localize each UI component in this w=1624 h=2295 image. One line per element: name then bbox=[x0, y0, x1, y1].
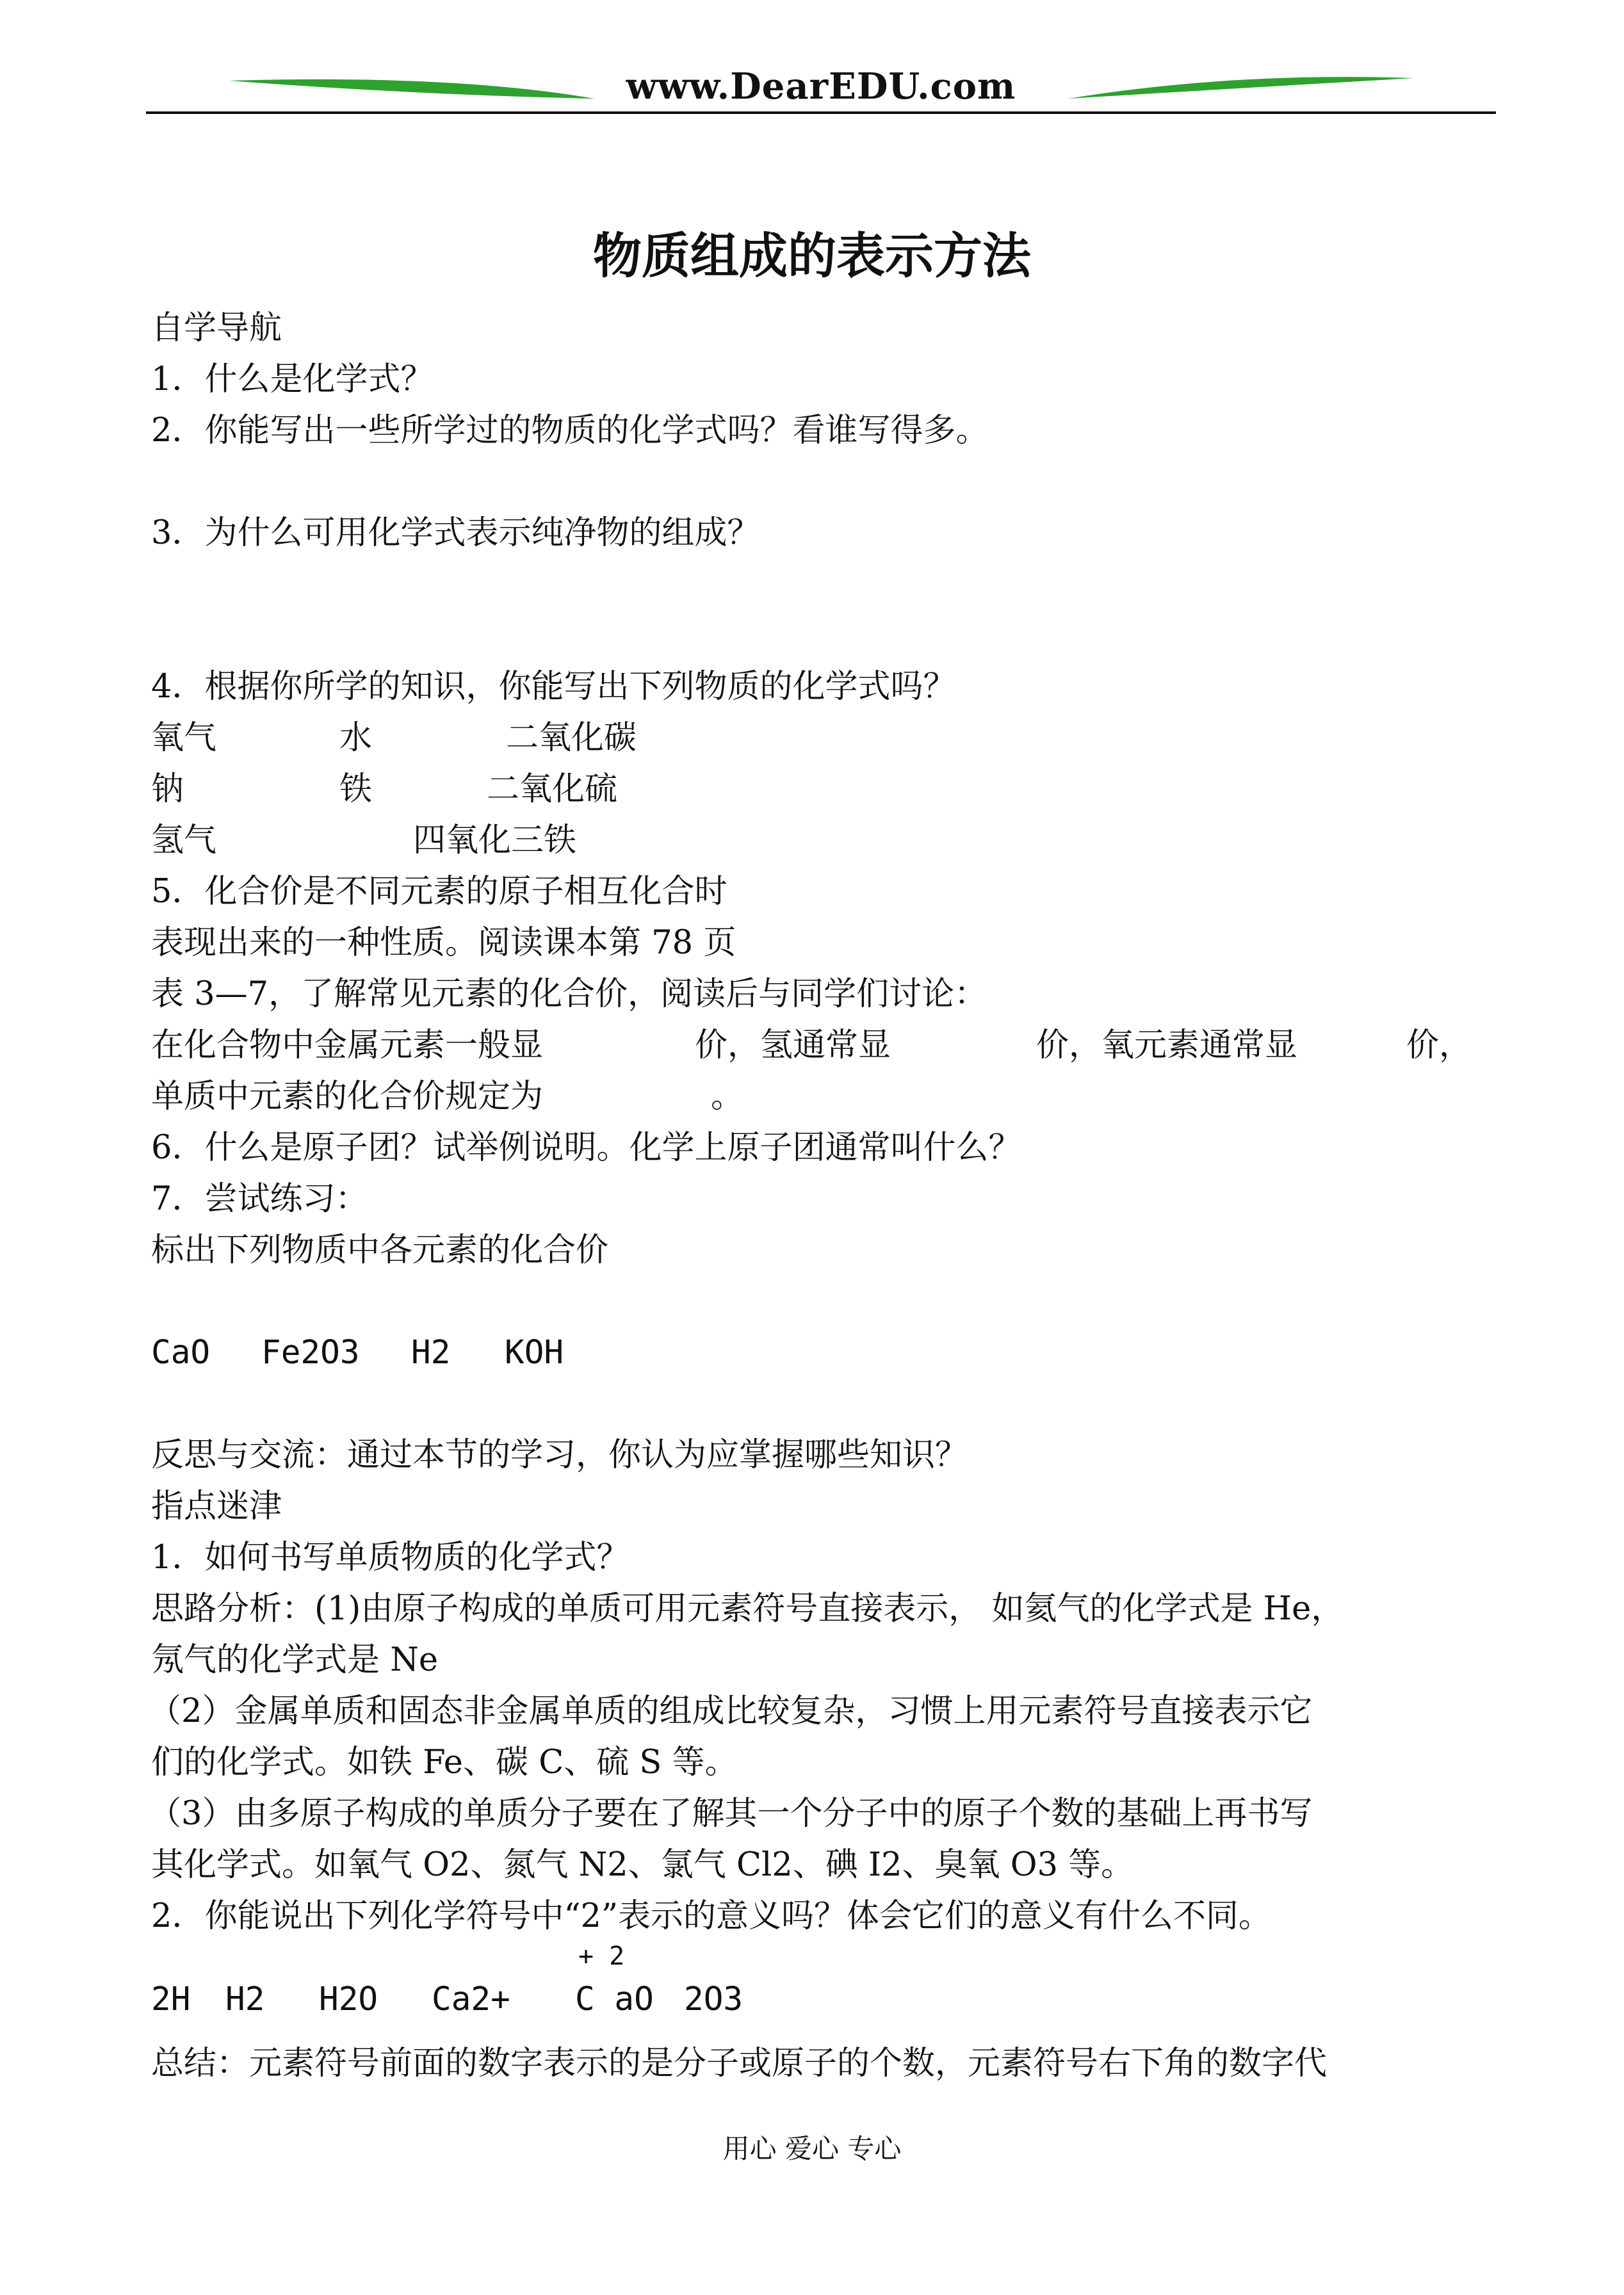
symbol-ca2-plus: Ca2+ bbox=[432, 1981, 510, 2018]
section-heading-self-study: 自学导航 bbox=[151, 309, 282, 347]
substance-sodium: 钠 bbox=[151, 770, 184, 808]
guide-analysis-line-6: 其化学式。如氧气 O2、氮气 N2、氯气 Cl2、碘 I2、臭氧 O3 等。 bbox=[151, 1846, 1134, 1884]
question-5-line-1: 5．化合价是不同元素的原子相互化合时 bbox=[151, 873, 727, 911]
guide-analysis-line-2: 氖气的化学式是 Ne bbox=[151, 1641, 439, 1679]
guide-analysis-line-1: 思路分析：(1)由原子构成的单质可用元素符号直接表示， 如氦气的化学式是 He， bbox=[151, 1590, 1344, 1628]
question-6: 6．什么是原子团？试举例说明。化学上原子团通常叫什么？ bbox=[151, 1129, 1021, 1167]
section-heading-guide: 指点迷津 bbox=[151, 1488, 282, 1525]
formula-h2: H2 bbox=[411, 1334, 451, 1372]
question-5-fill-metal: 在化合物中金属元素一般显 bbox=[151, 1026, 544, 1064]
guide-analysis-line-4: 们的化学式。如铁 Fe、碳 C、硫 S 等。 bbox=[151, 1744, 738, 1781]
substance-oxygen: 氧气 bbox=[151, 719, 217, 757]
guide-question-1: 1．如何书写单质物质的化学式？ bbox=[151, 1539, 629, 1577]
question-5-line-2: 表现出来的一种性质。阅读课本第 78 页 bbox=[151, 924, 736, 962]
question-7: 7．尝试练习： bbox=[151, 1180, 368, 1218]
question-5-fill-hydrogen: 价，氢通常显 bbox=[695, 1026, 891, 1064]
substance-hydrogen: 氢气 bbox=[151, 822, 217, 859]
substance-sulfur-dioxide: 二氧化硫 bbox=[487, 770, 618, 808]
formula-cao: CaO bbox=[151, 1334, 211, 1372]
substance-iron-oxide: 四氧化三铁 bbox=[413, 822, 577, 859]
valence-superscript: + 2 bbox=[578, 1942, 625, 1971]
site-logo[interactable]: www.DearEDU.com bbox=[626, 65, 1016, 108]
substance-water: 水 bbox=[339, 719, 373, 757]
question-5-fill-end: 价， bbox=[1406, 1026, 1472, 1064]
question-3: 3．为什么可用化学式表示纯净物的组成？ bbox=[151, 514, 760, 552]
question-5-fill-period: 。 bbox=[711, 1078, 744, 1115]
formula-fe2o3: Fe2O3 bbox=[261, 1334, 360, 1372]
symbol-cao-valence: C aO bbox=[575, 1981, 654, 2018]
guide-question-2: 2．你能说出下列化学符号中“2”表示的意义吗？体会它们的意义有什么不同。 bbox=[151, 1897, 1272, 1935]
reflection-prompt: 反思与交流：通过本节的学习，你认为应掌握哪些知识？ bbox=[151, 1436, 968, 1474]
question-4: 4．根据你所学的知识，你能写出下列物质的化学式吗？ bbox=[151, 668, 956, 706]
guide-analysis-line-5: （3）由多原子构成的单质分子要在了解其一个分子中的原子个数的基础上再书写 bbox=[149, 1795, 1313, 1833]
question-5-fill-element: 单质中元素的化合价规定为 bbox=[151, 1078, 544, 1115]
header-divider bbox=[146, 111, 1496, 114]
substance-carbon-dioxide: 二氧化碳 bbox=[506, 719, 637, 757]
symbol-2h: 2H bbox=[151, 1981, 191, 2018]
formula-koh: KOH bbox=[505, 1334, 564, 1372]
guide-analysis-line-3: （2）金属单质和固态非金属单质的组成比较复杂，习惯上用元素符号直接表示它 bbox=[149, 1692, 1313, 1730]
symbol-2o3: 2O3 bbox=[684, 1981, 743, 2018]
site-header bbox=[146, 61, 1496, 119]
question-5-line-3: 表 3—7，了解常见元素的化合价，阅读后与同学们讨论： bbox=[151, 975, 987, 1013]
question-5-fill-oxygen: 价，氧元素通常显 bbox=[1036, 1026, 1298, 1064]
substance-iron: 铁 bbox=[339, 770, 373, 808]
question-1: 1．什么是化学式？ bbox=[151, 361, 434, 398]
question-2: 2．你能写出一些所学过的物质的化学式吗？看谁写得多。 bbox=[151, 412, 989, 450]
symbol-h2: H2 bbox=[225, 1981, 265, 2018]
summary-text: 总结：元素符号前面的数字表示的是分子或原子的个数，元素符号右下角的数字代 bbox=[151, 2045, 1328, 2082]
symbol-h2o: H2O bbox=[319, 1981, 378, 2018]
page-footer: 用心 爱心 专心 bbox=[722, 2133, 902, 2164]
question-7-description: 标出下列物质中各元素的化合价 bbox=[151, 1231, 609, 1269]
page-title: 物质组成的表示方法 bbox=[593, 227, 1031, 284]
